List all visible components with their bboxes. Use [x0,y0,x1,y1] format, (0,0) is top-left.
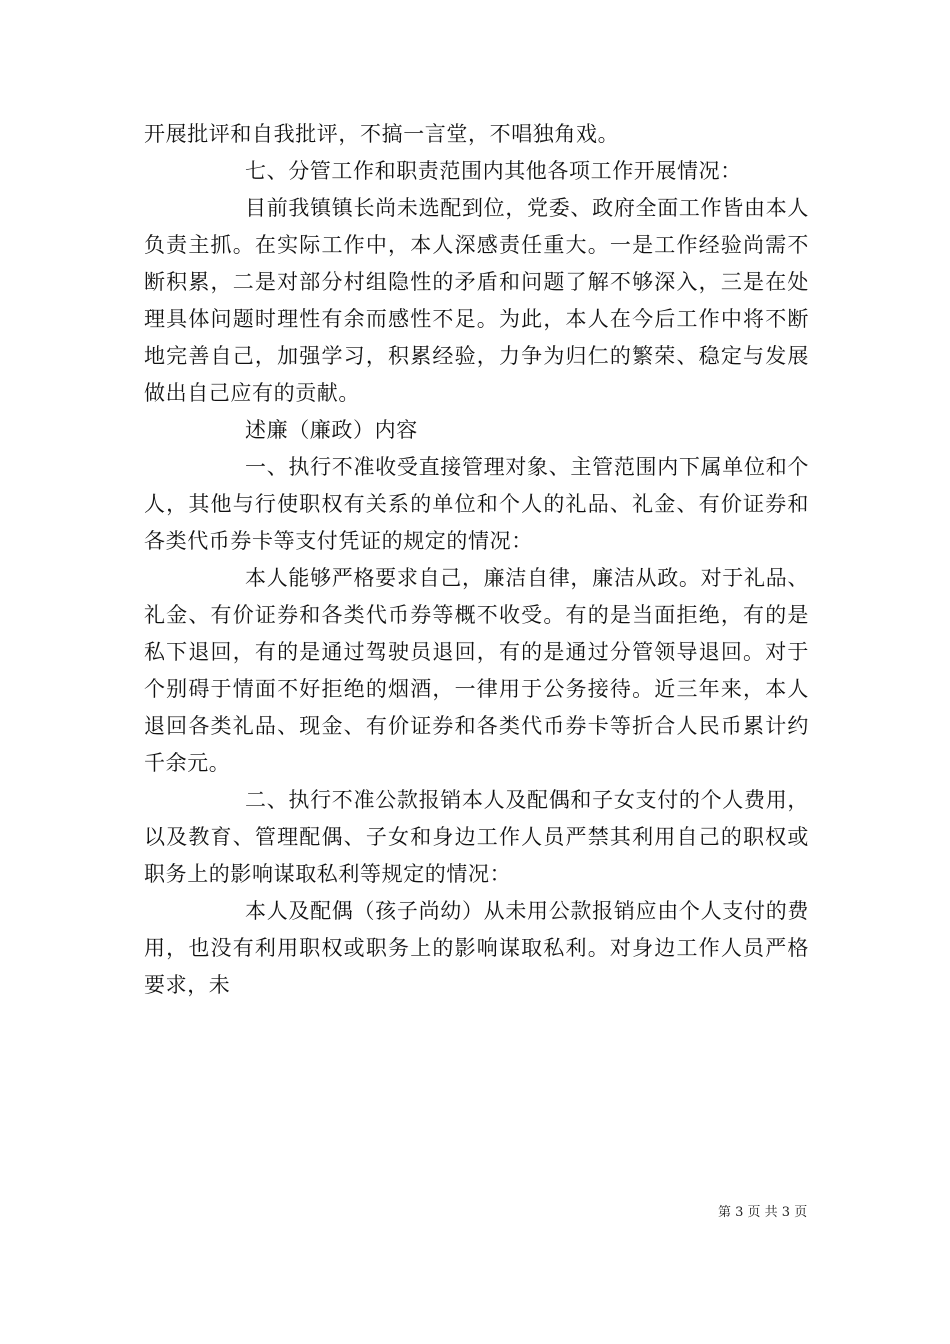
paragraph-6: 本人能够严格要求自己，廉洁自律，廉洁从政。对于礼品、礼金、有价证券和各类代币券等概不收受。有的是当面拒绝，有的是私下退回，有的是通过驾驶员退回，有的是通过分管领导退回。对于个别碍于情面不好拒绝的烟酒，一律用于公务接待。近三年来，本人退回各类礼品、现金、有价证券和各类代币券卡等折合人民币累计约千余元。 [144,566,809,775]
page-number-footer: 第 3 页 共 3 页 [718,1205,808,1220]
integrity-heading-2: 二、执行不准公款报销本人及配偶和子女支付的个人费用，以及教育、管理配偶、子女和身边工作人员严禁其利用自己的职权或职务上的影响谋取私利等规定的情况： [144,788,809,886]
integrity-heading-1: 一、执行不准收受直接管理对象、主管范围内下属单位和个人，其他与行使职权有关系的单位和个人的礼品、礼金、有价证券和各类代币券卡等支付凭证的规定的情况： [144,455,809,553]
document-body [144,116,809,1004]
paragraph-3: 目前我镇镇长尚未选配到位，党委、政府全面工作皆由本人负责主抓。在实际工作中，本人深感责任重大。一是工作经验尚需不断积累，二是对部分村组隐性的矛盾和问题了解不够深入，三是在处理具体问题时理性有余而感性不足。为此，本人在今后工作中将不断地完善自己，加强学习，积累经验，力争为归仁的繁荣、稳定与发展做出自己应有的贡献。 [144,196,809,405]
section-title-integrity: 述廉（廉政）内容 [245,418,418,442]
paragraph-1: 开展批评和自我批评，不搞一言堂，不唱独角戏。 [144,122,620,146]
paragraph-8: 本人及配偶（孩子尚幼）从未用公款报销应由个人支付的费用，也没有利用职权或职务上的影响谋取私利。对身边工作人员严格要求，未 [144,899,809,997]
section-heading-7: 七、分管工作和职责范围内其他各项工作开展情况： [245,159,742,183]
